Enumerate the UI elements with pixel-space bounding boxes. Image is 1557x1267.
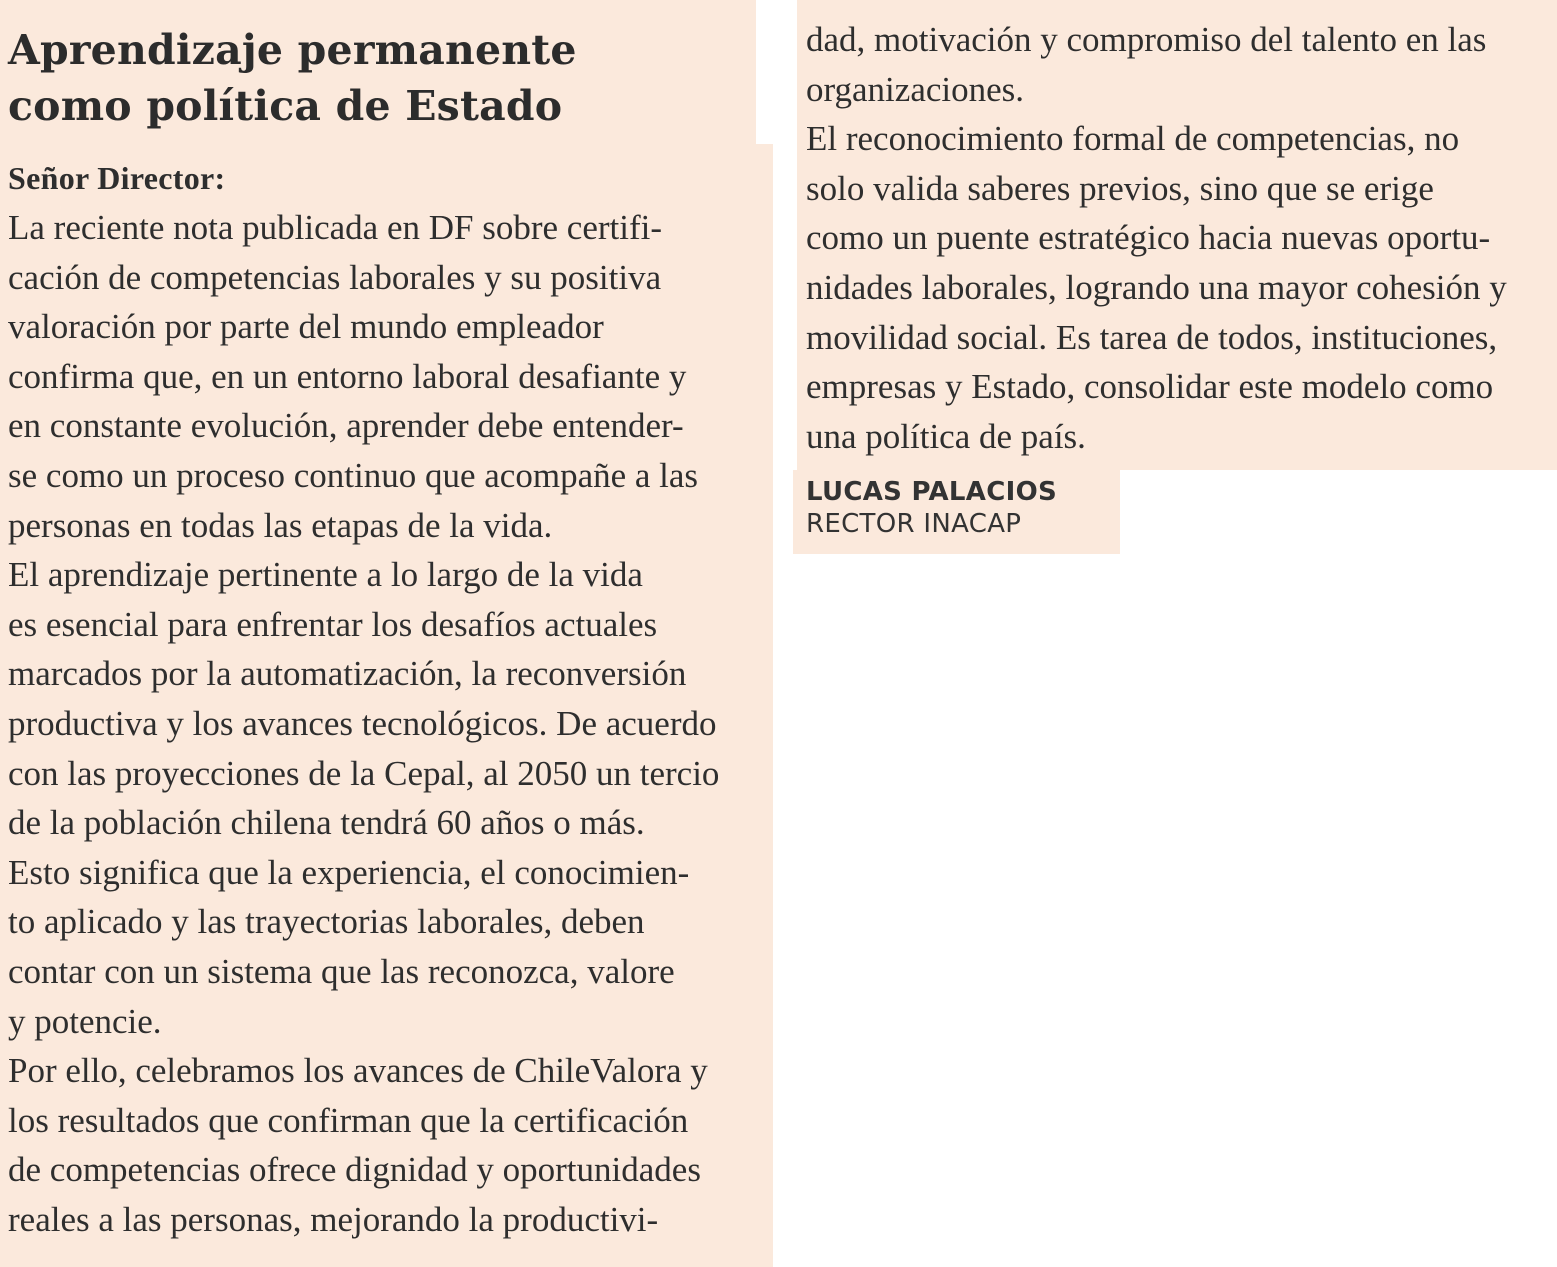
letter-body-left-column	[8, 203, 719, 1244]
headline-line: como política de Estado	[8, 82, 563, 130]
headline-line: Aprendizaje permanente	[8, 26, 577, 74]
signature-name: LUCAS PALACIOS	[806, 477, 1057, 507]
text-line: y potencie.	[8, 1001, 162, 1041]
text-line: El aprendizaje pertinente a lo largo de la vida	[8, 555, 643, 595]
signature-role: RECTOR INACAP	[806, 509, 1022, 539]
text-line: movilidad social. Es tarea de todos, instituciones,	[806, 317, 1498, 357]
text-line: en constante evolución, aprender debe entender-	[8, 406, 684, 446]
text-line: organizaciones.	[806, 69, 1025, 109]
text-line: los resultados que confirman que la certificación	[8, 1100, 689, 1140]
text-line: reales a las personas, mejorando la productivi-	[8, 1199, 659, 1239]
text-line: dad, motivación y compromiso del talento en las	[806, 20, 1487, 59]
text-line: como un puente estratégico hacia nuevas oportu-	[806, 218, 1491, 258]
text-line: se como un proceso continuo que acompañe a las	[8, 455, 699, 495]
text-line: marcados por la automatización, la reconversión	[8, 654, 687, 694]
headline	[8, 22, 748, 134]
letter-body-right-column	[806, 15, 1507, 461]
signature-block	[806, 476, 1057, 540]
text-line: to aplicado y las trayectorias laborales, deben	[8, 902, 645, 942]
salutation: Señor Director:	[8, 160, 226, 196]
text-line: de competencias ofrece dignidad y oportunidades	[8, 1150, 701, 1190]
text-line: La reciente nota publicada en DF sobre certifi-	[8, 208, 663, 247]
text-line: productiva y los avances tecnológicos. De acuerdo	[8, 703, 717, 743]
text-line: contar con un sistema que las reconozca, valore	[8, 951, 675, 991]
text-line: es esencial para enfrentar los desafíos actuales	[8, 604, 658, 644]
text-line: nidades laborales, logrando una mayor cohesión y	[806, 267, 1507, 307]
text-line: personas en todas las etapas de la vida.	[8, 505, 553, 545]
text-line: valoración por parte del mundo empleador	[8, 307, 604, 347]
text-line: empresas y Estado, consolidar este modelo como	[806, 367, 1494, 407]
text-line: con las proyecciones de la Cepal, al 2050 un tercio	[8, 753, 720, 793]
text-line: El reconocimiento formal de competencias, no	[806, 119, 1460, 159]
text-line: Esto significa que la experiencia, el conocimien-	[8, 852, 690, 892]
text-line: cación de competencias laborales y su positiva	[8, 257, 662, 297]
text-line: Por ello, celebramos los avances de ChileValora y	[8, 1051, 708, 1091]
text-line: solo valida saberes previos, sino que se erige	[806, 168, 1434, 208]
text-line: de la población chilena tendrá 60 años o más.	[8, 803, 645, 843]
text-line: confirma que, en un entorno laboral desafiante y	[8, 356, 687, 396]
text-line: una política de país.	[806, 416, 1086, 456]
